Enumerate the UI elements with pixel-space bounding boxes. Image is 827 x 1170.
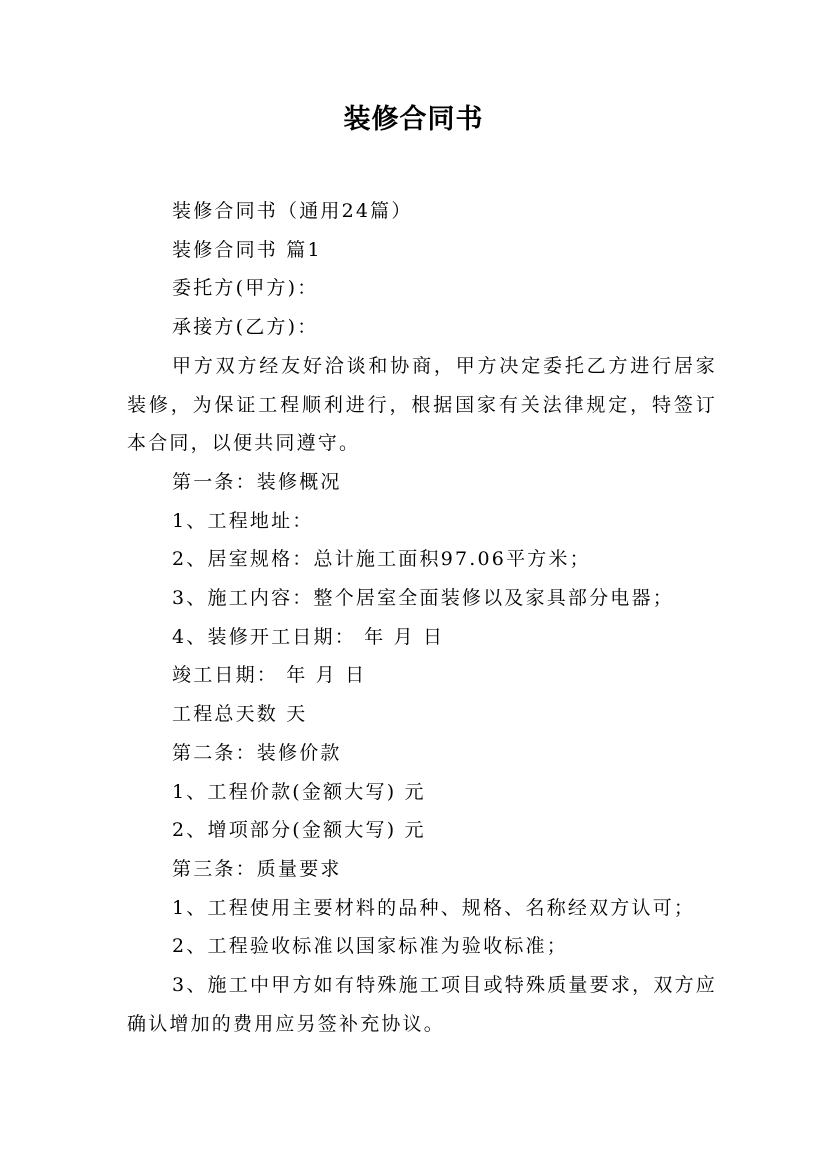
paragraph-party-a: 委托方(甲方)： xyxy=(172,277,319,300)
paragraph-materials: 1、工程使用主要材料的品种、规格、名称经双方认可； xyxy=(172,896,696,919)
paragraph-article-3: 第三条：质量要求 xyxy=(172,857,342,880)
paragraph-completion-date: 竣工日期： 年 月 日 xyxy=(172,664,367,687)
paragraph-preamble: 甲方双方经友好洽谈和协商，甲方决定委托乙方进行居家装修，为保证工程顺利进行，根据国家有关法律规定，特签订本合同，以便共同遵守。 xyxy=(127,354,717,455)
paragraph-project-address: 1、工程地址： xyxy=(172,509,314,532)
paragraph-total-days: 工程总天数 天 xyxy=(172,703,308,726)
paragraph-additional-items: 2、增项部分(金额大写) 元 xyxy=(172,819,426,842)
paragraph-room-spec: 2、居室规格：总计施工面积97.06平方米； xyxy=(172,548,591,571)
paragraph-construction-content: 3、施工内容：整个居室全面装修以及家具部分电器； xyxy=(172,587,674,610)
paragraph-article-1: 第一条：装修概况 xyxy=(172,470,342,493)
paragraph-party-b: 承接方(乙方)： xyxy=(172,316,319,339)
document-title: 装修合同书 xyxy=(343,104,484,135)
paragraph-project-price: 1、工程价款(金额大写) 元 xyxy=(172,780,426,803)
paragraph-section-heading: 装修合同书 篇1 xyxy=(172,238,322,261)
document-body xyxy=(127,192,717,1043)
paragraph-start-date: 4、装修开工日期： 年 月 日 xyxy=(172,625,445,648)
paragraph-acceptance-standard: 2、工程验收标准以国家标准为验收标准； xyxy=(172,935,568,958)
paragraph-special-requirements: 3、施工中甲方如有特殊施工项目或特殊质量要求，双方应确认增加的费用应另签补充协议。 xyxy=(127,974,717,1035)
paragraph-subtitle: 装修合同书（通用24篇） xyxy=(172,200,413,222)
paragraph-article-2: 第二条：装修价款 xyxy=(172,741,342,764)
